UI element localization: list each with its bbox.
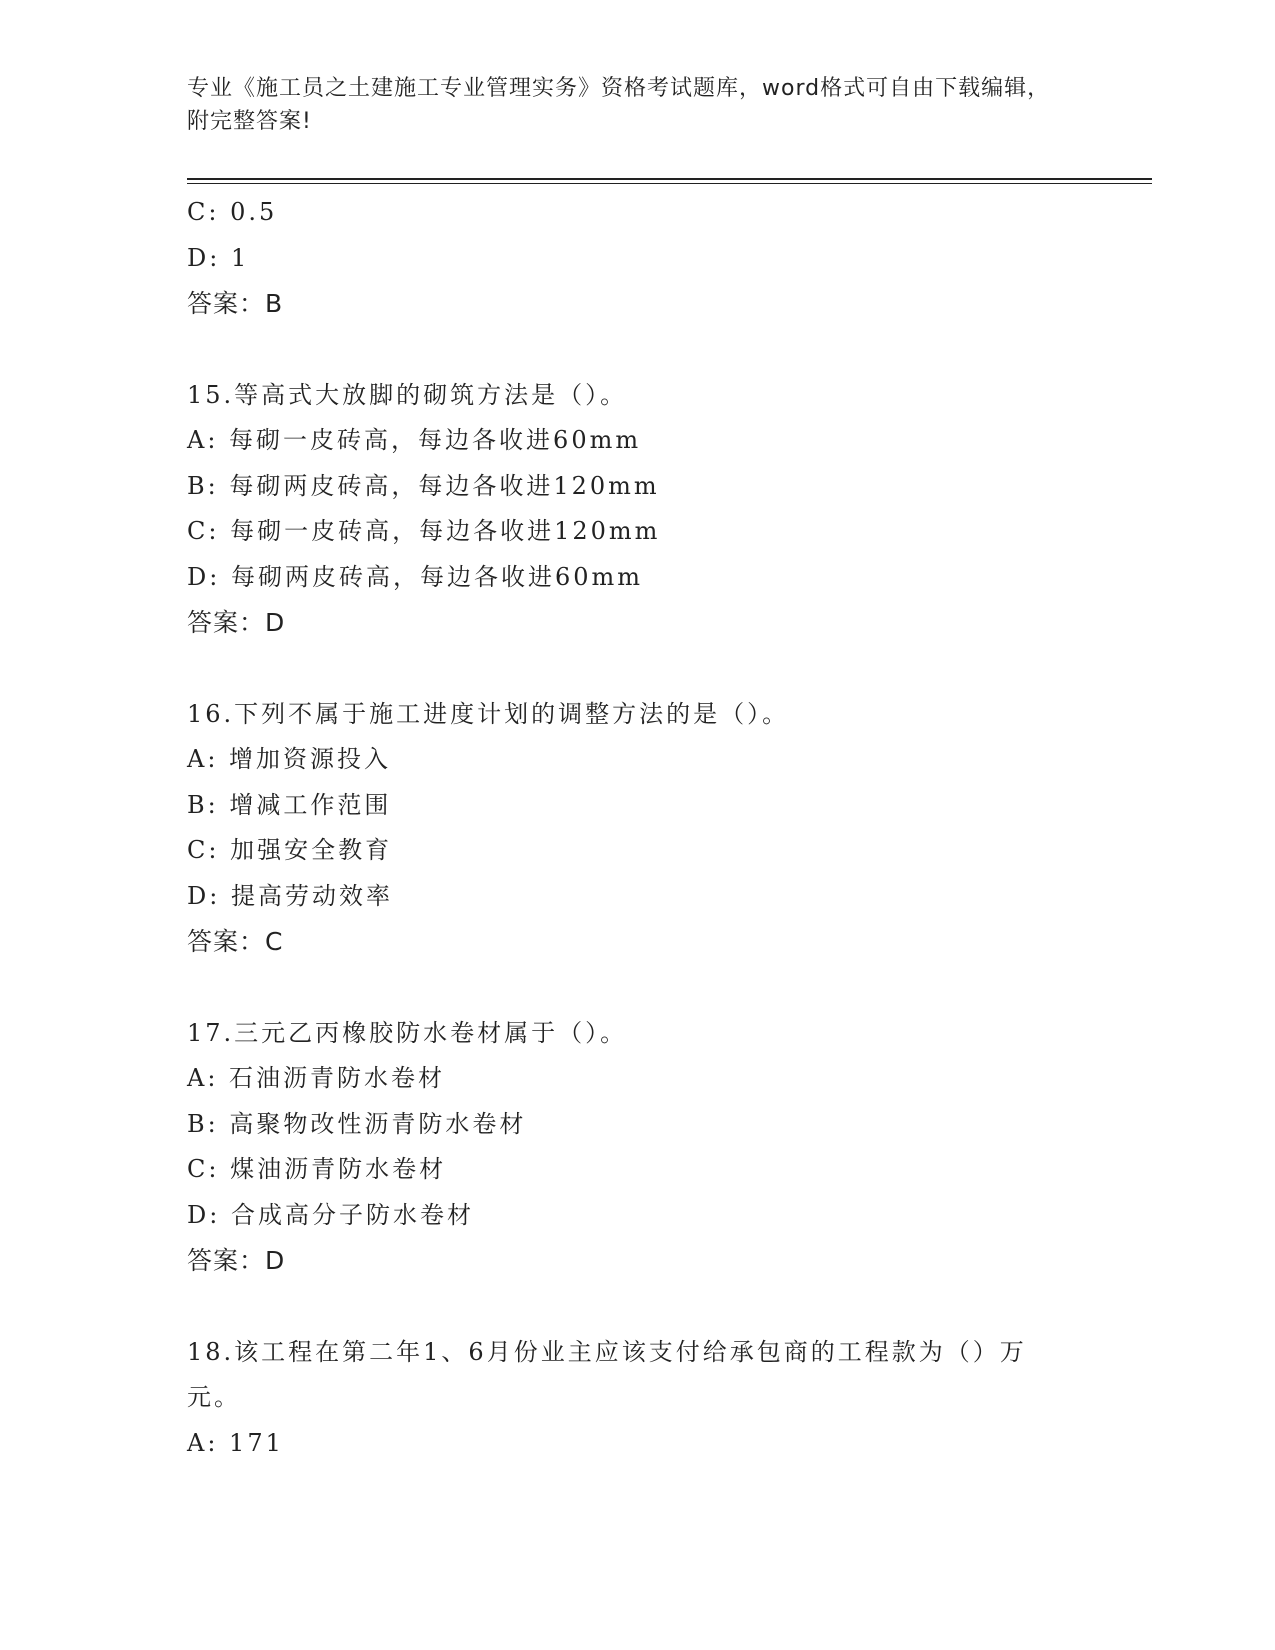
- option-c: C: 每砌一皮砖高，每边各收进120mm: [187, 517, 661, 545]
- option-b: B: 高聚物改性沥青防水卷材: [187, 1109, 527, 1138]
- option-d: D: 提高劳动效率: [187, 881, 393, 910]
- answer: 答案：B: [187, 289, 284, 318]
- option-a: A: 每砌一皮砖高，每边各收进60mm: [187, 426, 642, 454]
- option-a: A: 增加资源投入: [187, 745, 392, 773]
- option-c: C: 加强安全教育: [187, 836, 393, 864]
- option-b: B: 增减工作范围: [187, 790, 392, 819]
- option-a: A: 171: [187, 1428, 284, 1457]
- question-15: [187, 373, 1087, 646]
- question-text: 18.该工程在第二年1、6月份业主应该支付给承包商的工程款为（）万元。: [187, 1337, 1027, 1411]
- answer: 答案：C: [187, 927, 284, 956]
- option-d: D: 合成高分子防水卷材: [187, 1200, 474, 1229]
- option-b: B: 每砌两皮砖高，每边各收进120mm: [187, 471, 660, 500]
- document-header: 专业《施工员之土建施工专业管理实务》资格考试题库，word格式可自由下载编辑，附完整答案!: [187, 76, 1051, 134]
- header-rule-thick: [187, 178, 1152, 180]
- document-body: [187, 190, 1087, 1466]
- answer: 答案：D: [187, 1246, 286, 1275]
- question-18: [187, 1330, 1087, 1467]
- question-text: 17.三元乙丙橡胶防水卷材属于（）。: [187, 1018, 628, 1047]
- question-text: 16.下列不属于施工进度计划的调整方法的是（）。: [187, 699, 790, 728]
- answer: 答案：D: [187, 608, 286, 637]
- header-rule-thin: [187, 183, 1152, 184]
- question-continuation: [187, 190, 1087, 327]
- question-16: [187, 692, 1087, 965]
- question-text: 15.等高式大放脚的砌筑方法是（）。: [187, 380, 628, 409]
- option-d: D: 每砌两皮砖高，每边各收进60mm: [187, 562, 644, 591]
- option-d: D: 1: [187, 243, 250, 272]
- option-c: C: 煤油沥青防水卷材: [187, 1155, 447, 1183]
- option-c: C: 0.5: [187, 198, 278, 226]
- option-a: A: 石油沥青防水卷材: [187, 1064, 446, 1092]
- question-17: [187, 1011, 1087, 1284]
